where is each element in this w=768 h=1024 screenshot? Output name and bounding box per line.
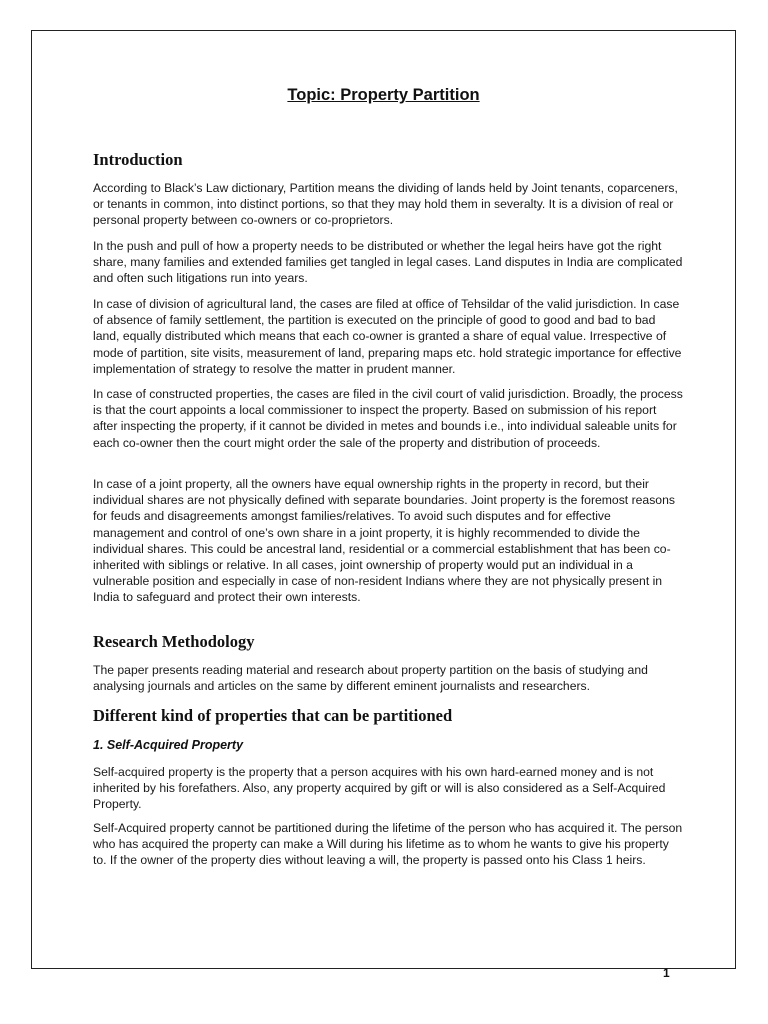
self-acquired-paragraph-1: Self-acquired property is the property that a person acquires with his own hard-earned money and is not inherited by his forefathers. Also, any property acquired by gift or will is also considered as a Self-Acquired Property. xyxy=(93,765,666,812)
intro-paragraph-2: In the push and pull of how a property needs to be distributed or whether the legal heirs have got the right share, many families and extended families get tangled in legal cases. Land disputes in India are complicated and often such litigations run into years. xyxy=(93,239,683,286)
research-paragraph: The paper presents reading material and research about property partition on the basis of studying and analysing journals and articles on the same by different eminent journalists and researchers. xyxy=(93,663,648,694)
intro-paragraph-3: In case of division of agricultural land, the cases are filed at office of Tehsildar of the valid jurisdiction. In case of absence of family settlement, the partition is executed on the principle of good to good and bad to bad land, equally distributed which means that each co-owner is granted a share of equal value. Irrespective of mode of partition, site visits, measurement of land, preparing maps etc. hold strategic importance for effective implementation of strategy to resolve the matter in prudent manner. xyxy=(93,297,682,376)
introduction-heading: Introduction xyxy=(93,150,183,169)
self-acquired-subheading: 1. Self-Acquired Property xyxy=(93,738,244,752)
self-acquired-paragraph-2: Self-Acquired property cannot be partitioned during the lifetime of the person who has acquired it. The person who has acquired the property can make a Will during his lifetime as to whom he wants to give his property to. If the owner of the property dies without leaving a will, the property is passed onto his Class 1 heirs. xyxy=(93,821,683,868)
page-number: 1 xyxy=(663,966,670,980)
document-title: Topic: Property Partition xyxy=(287,86,480,104)
intro-paragraph-5: In case of a joint property, all the owners have equal ownership rights in the property in record, but their individual shares are not physically defined with separate boundaries. Joint property is the foremost reasons for feuds and disagreements amongst families/relatives. To avoid such disputes and for effective management and control of one’s own share in a joint property, it is highly recommended to divide the individual shares. This could be ancestral land, residential or a commercial establishment that has been co-inherited with siblings or relative. In all cases, joint ownership of property would put an individual in a vulnerable position and especially in case of non-resident Indians where they are not physically present in India to safeguard and protect their own interests. xyxy=(93,477,675,605)
intro-paragraph-1: According to Black’s Law dictionary, Partition means the dividing of lands held by Joint tenants, coparceners, or tenants in common, into distinct portions, so that they may hold them in severalty. It is a division of real or personal property between co-owners or co-proprietors. xyxy=(93,181,678,228)
property-kinds-heading: Different kind of properties that can be partitioned xyxy=(93,706,453,725)
research-methodology-heading: Research Methodology xyxy=(93,632,255,651)
intro-paragraph-4: In case of constructed properties, the cases are filed in the civil court of valid jurisdiction. Broadly, the process is that the court appoints a local commissioner to inspect the property. Based on submission of his report after inspecting the property, if it cannot be divided in metes and bounds i.e., into individual saleable units for each co-owner then the court might order the sale of the property and distribution of proceeds. xyxy=(93,387,683,450)
